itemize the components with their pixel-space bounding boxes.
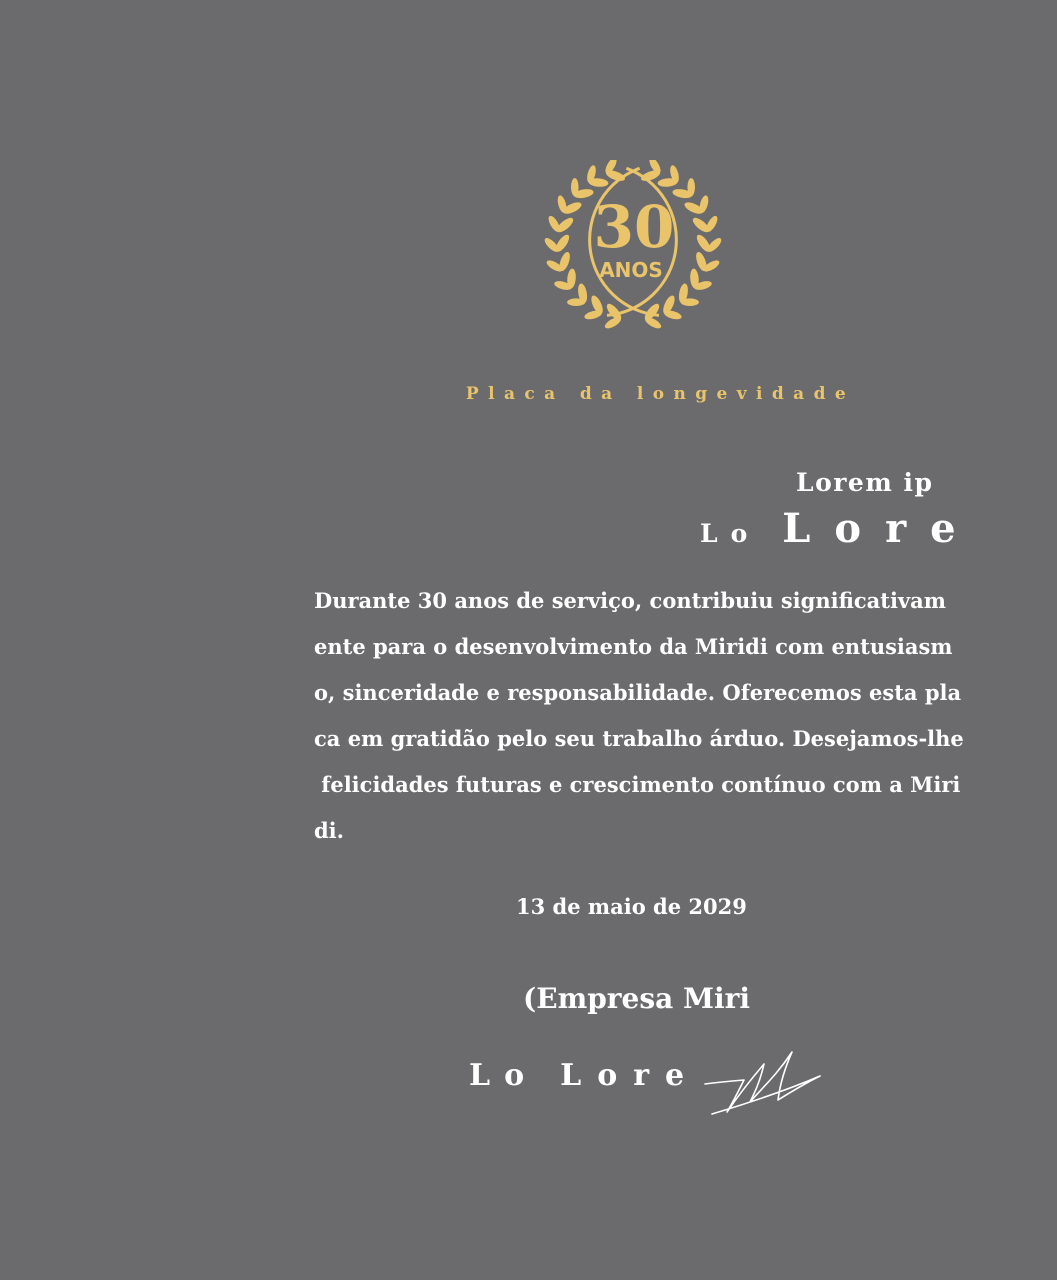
- wreath-leaf: [567, 298, 585, 306]
- signature-icon: [702, 1044, 827, 1119]
- body-line: ente para o desenvolvimento da Miridi com entusiasm: [314, 634, 953, 659]
- body-line: felicidades futuras e crescimento contínuo com a Miri: [314, 772, 961, 797]
- company-name: (Empresa Miri: [523, 982, 751, 1015]
- signer-first-name: Lo: [469, 1058, 539, 1093]
- anniversary-emblem: [538, 160, 728, 335]
- plaque-date: 13 de maio de 2029: [516, 894, 747, 919]
- body-line: Durante 30 anos de serviço, contribuiu significativam: [314, 588, 946, 613]
- signer-name: [469, 1058, 700, 1093]
- recipient-name: [700, 505, 980, 552]
- emblem-number: 30: [593, 193, 675, 261]
- recipient-first-name: Lo: [700, 519, 761, 548]
- wreath-leaf: [687, 178, 695, 196]
- laurel-wreath-icon: [538, 160, 728, 335]
- body-line: ca em gratidão pelo seu trabalho árduo. Desejamos-lhe: [314, 726, 964, 751]
- wreath-leaf: [681, 298, 699, 306]
- wreath-leaf: [571, 178, 579, 196]
- plaque-body: [314, 578, 964, 854]
- recipient-title: Lorem ip: [796, 468, 934, 497]
- signer-last-name: Lore: [560, 1058, 701, 1093]
- emblem-unit: ANOS: [599, 258, 663, 282]
- recipient-last-name: Lore: [782, 505, 980, 552]
- body-line: di.: [314, 818, 344, 843]
- body-line: o, sinceridade e responsabilidade. Oferecemos esta pla: [314, 680, 962, 705]
- plaque-subtitle: Placa da longevidade: [465, 384, 856, 404]
